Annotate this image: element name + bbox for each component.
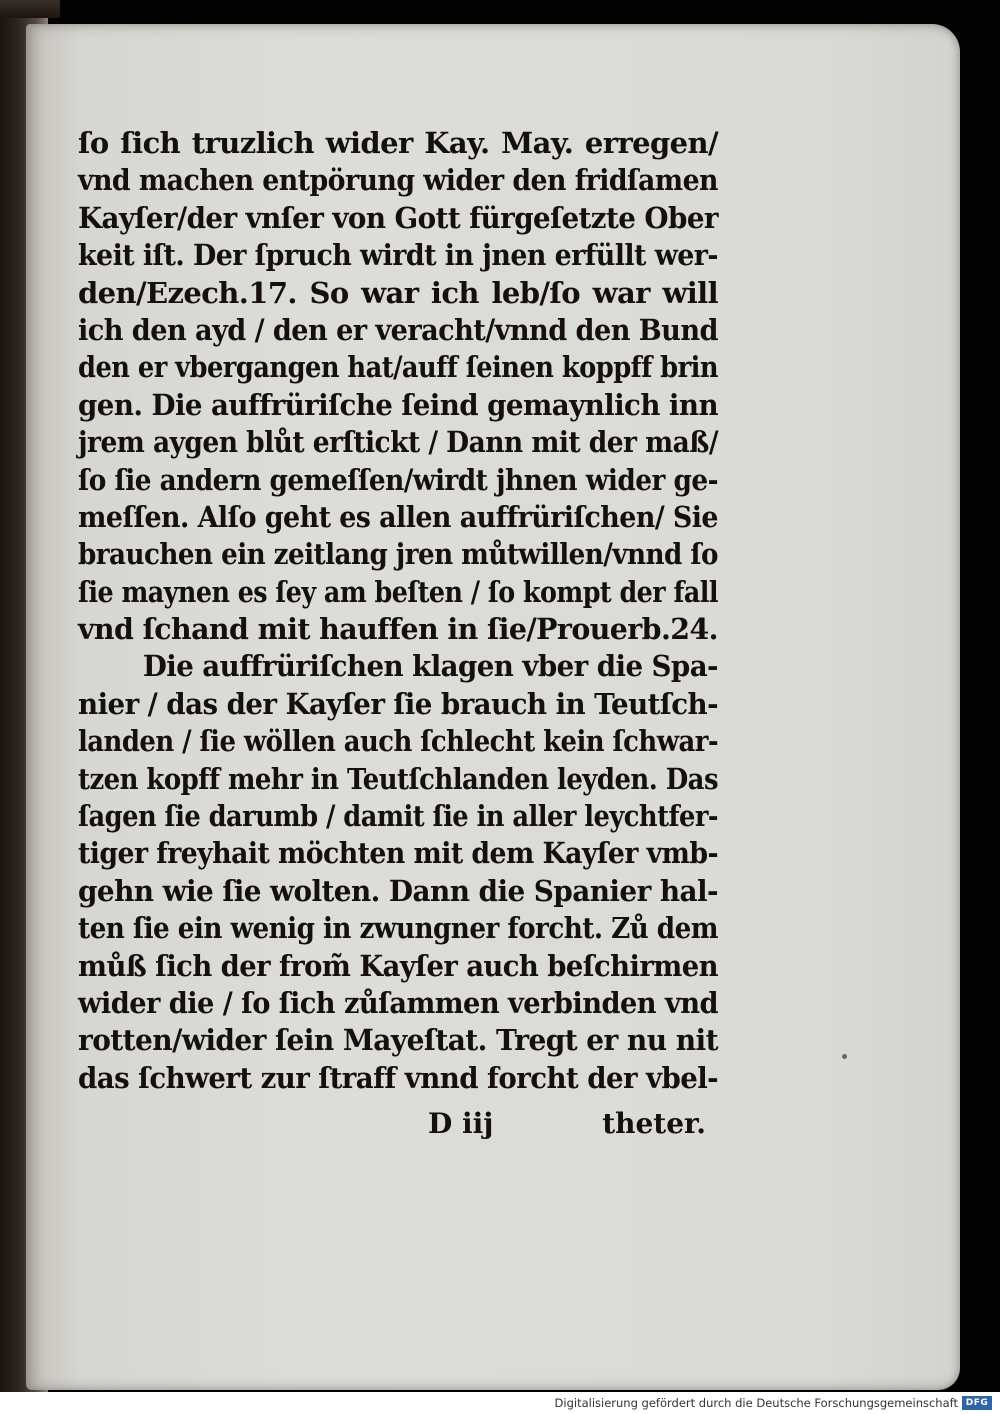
text-line: nier / das der Kayſer ſie brauch in Teutſch- xyxy=(78,686,719,721)
text-line: můß ſich der from̃ Kayſer auch beſchirmen xyxy=(78,948,719,983)
text-line: ich den ayd / den er veracht/vnnd den Bund xyxy=(78,312,718,347)
text-line: brauchen ein zeitlang jren můtwillen/vnnd ſo xyxy=(78,537,718,572)
text-line: das ſchwert zur ſtraff vnnd forcht der vbel- xyxy=(78,1060,719,1095)
text-line: ten ſie ein wenig in zwungner forcht. Zů dem xyxy=(78,911,718,946)
text-line: jrem aygen blůt erſtickt / Dann mit der maß/ xyxy=(78,425,718,460)
funding-credit: Digitalisierung gefördert durch die Deutsche Forschungsgemeinschaft xyxy=(554,1396,958,1410)
digitization-footer xyxy=(0,1392,1000,1414)
text-line: vnd ſchand mit hauffen in ſie/Prouerb.24. xyxy=(78,612,718,647)
text-line: ſie maynen es ſey am beſten / ſo kompt der fall xyxy=(78,574,718,609)
text-line: ſo ſie andern gemeſſen/wirdt jhnen wider ge- xyxy=(78,462,718,497)
text-line: wider die / ſo ſich zůſammen verbinden vnd xyxy=(78,985,719,1020)
signature-mark: D iij xyxy=(428,1107,494,1140)
text-line: landen / ſie wöllen auch ſchlecht kein ſchwar- xyxy=(78,724,719,759)
text-line: tzen kopff mehr in Teutſchlanden leyden. Das xyxy=(78,761,719,796)
text-line: den er vbergangen hat/auff ſeinen koppff brin xyxy=(78,350,719,385)
text-line: den/Ezech.17. So war ich leb/ſo war will xyxy=(78,275,718,310)
text-line-paragraph-start: Die auffrüriſchen klagen vber die Spa- xyxy=(142,649,718,684)
text-line: Kayſer/der vnſer von Gott fürgeſetzte Ober xyxy=(78,200,718,235)
text-line: meſſen. Alſo geht es allen auffrüriſchen/ Sie xyxy=(78,499,718,534)
dfg-logo: DFG xyxy=(962,1396,992,1410)
text-line: ſagen ſie darumb / damit ſie in aller leychtfer- xyxy=(78,799,718,834)
text-line: tiger freyhait möchten mit dem Kayſer vmb- xyxy=(78,836,719,871)
text-line: gen. Die auffrüriſche ſeind gemaynlich inn xyxy=(78,387,719,422)
catchword: theter. xyxy=(602,1107,706,1140)
page-footer-marks xyxy=(78,1104,706,1144)
book-page xyxy=(26,24,960,1390)
text-line: keit iſt. Der ſpruch wirdt in jnen erfüllt wer- xyxy=(78,238,718,273)
text-line: rotten/wider ſein Mayeſtat. Tregt er nu nit xyxy=(78,1023,718,1058)
page-text xyxy=(78,125,718,1097)
text-line: vnd machen entpörung wider den fridſamen xyxy=(78,163,718,198)
text-line: gehn wie ſie wolten. Dann die Spanier hal- xyxy=(78,873,719,908)
book-cover-corner xyxy=(0,0,60,18)
paper-speck xyxy=(842,1054,847,1059)
text-line: ſo ſich truzlich wider Kay. May. erregen/ xyxy=(78,126,718,160)
